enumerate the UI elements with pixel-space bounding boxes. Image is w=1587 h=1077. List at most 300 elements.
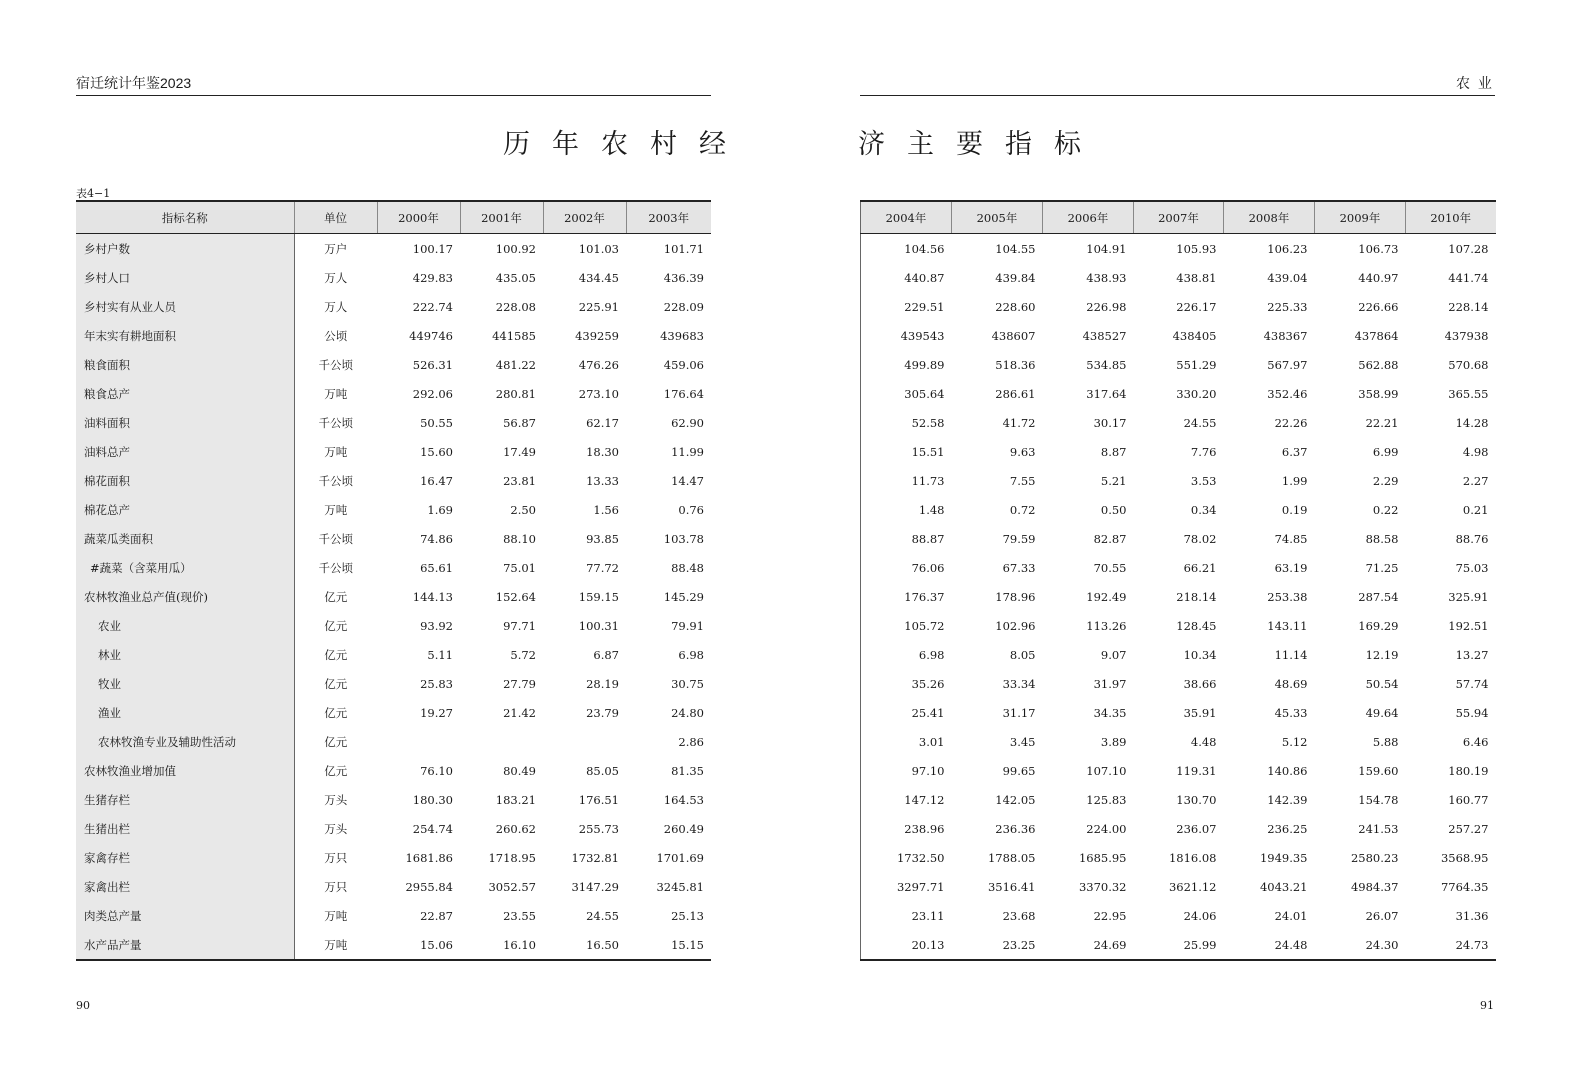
value-cell: 1949.35 [1259, 850, 1308, 865]
table-row [861, 350, 1496, 379]
value-cell: 4984.37 [1350, 879, 1399, 894]
unit-cell: 万头 [294, 814, 377, 843]
value-cell: 534.85 [1086, 357, 1127, 372]
value-cell: 104.91 [1086, 241, 1127, 256]
value-cell: 551.29 [1176, 357, 1217, 372]
value-cell: 33.34 [1002, 676, 1036, 691]
value-cell: 104.55 [995, 241, 1036, 256]
unit-cell: 千公顷 [294, 553, 377, 582]
indicator-name: #蔬菜（含菜用瓜） [76, 553, 294, 582]
value-cell: 352.46 [1267, 386, 1308, 401]
table-row [861, 930, 1496, 960]
left-table [76, 200, 711, 961]
value-cell: 128.45 [1176, 618, 1217, 633]
value-cell: 85.05 [586, 763, 619, 778]
value-cell: 38.66 [1183, 676, 1217, 691]
value-cell: 160.77 [1448, 792, 1489, 807]
value-cell: 76.06 [861, 553, 952, 582]
value-cell: 3.45 [1009, 734, 1036, 749]
value-cell: 15.60 [420, 444, 453, 459]
value-cell: 100.92 [495, 241, 536, 256]
value-cell: 48.69 [1274, 676, 1308, 691]
value-cell: 7.55 [1009, 473, 1036, 488]
unit-cell: 亿元 [294, 611, 377, 640]
value-cell: 2.29 [1372, 473, 1399, 488]
value-cell: 1.69 [427, 502, 453, 517]
indicator-name: 粮食总产 [76, 379, 294, 408]
value-cell: 1701.69 [656, 850, 704, 865]
value-cell: 125.83 [1086, 792, 1127, 807]
table-row [861, 379, 1496, 408]
table-row [76, 756, 711, 785]
value-cell: 1732.81 [571, 850, 619, 865]
value-cell: 12.19 [1365, 647, 1399, 662]
col-name-header: 指标名称 [76, 201, 294, 234]
value-cell: 24.30 [1315, 930, 1406, 960]
value-cell: 104.56 [861, 234, 952, 264]
value-cell: 253.38 [1267, 589, 1308, 604]
value-cell: 25.83 [420, 676, 453, 691]
value-cell: 255.73 [578, 821, 619, 836]
value-cell: 105.72 [861, 611, 952, 640]
value-cell: 102.96 [995, 618, 1036, 633]
value-cell: 236.07 [1176, 821, 1217, 836]
value-cell: 27.79 [503, 676, 536, 691]
table-row [861, 785, 1496, 814]
indicator-name: 乡村人口 [76, 263, 294, 292]
table-row [861, 234, 1496, 264]
value-cell: 93.92 [420, 618, 453, 633]
value-cell: 34.35 [1093, 705, 1127, 720]
value-cell [543, 727, 626, 756]
value-cell: 435.05 [495, 270, 536, 285]
value-cell: 441.74 [1448, 270, 1489, 285]
value-cell: 0.72 [1009, 502, 1036, 517]
value-cell: 1685.95 [1078, 850, 1127, 865]
value-cell: 24.06 [1183, 908, 1217, 923]
table-row [861, 553, 1496, 582]
table-row [76, 524, 711, 553]
indicator-name: 生猪出栏 [76, 814, 294, 843]
table-row [76, 350, 711, 379]
table-row [76, 408, 711, 437]
value-cell: 17.49 [503, 444, 536, 459]
table-row [76, 495, 711, 524]
value-cell: 4.48 [1190, 734, 1217, 749]
value-cell: 20.13 [861, 930, 952, 960]
value-cell: 142.39 [1267, 792, 1308, 807]
value-cell: 77.72 [586, 560, 619, 575]
value-cell: 75.03 [1455, 560, 1489, 575]
value-cell: 438.93 [1086, 270, 1127, 285]
value-cell: 74.86 [420, 531, 453, 546]
value-cell: 25.13 [671, 908, 704, 923]
value-cell: 439259 [575, 328, 619, 343]
value-cell: 1816.08 [1168, 850, 1217, 865]
value-cell: 5.21 [1100, 473, 1127, 488]
unit-cell: 亿元 [294, 640, 377, 669]
value-cell: 0.76 [678, 502, 704, 517]
table-row [861, 872, 1496, 901]
indicator-name: 油料总产 [76, 437, 294, 466]
value-cell: 88.10 [503, 531, 536, 546]
table-row [861, 843, 1496, 872]
unit-cell: 万吨 [294, 437, 377, 466]
table-row [861, 292, 1496, 321]
value-cell: 439.84 [995, 270, 1036, 285]
value-cell: 23.81 [503, 473, 536, 488]
value-cell: 52.58 [861, 408, 952, 437]
chapter-title: 农 业 [1456, 75, 1494, 91]
value-cell: 257.27 [1448, 821, 1489, 836]
value-cell: 154.78 [1358, 792, 1399, 807]
value-cell: 30.75 [671, 676, 704, 691]
value-cell: 439543 [861, 321, 952, 350]
value-cell: 1.99 [1281, 473, 1308, 488]
value-cell: 8.87 [1100, 444, 1127, 459]
indicator-name: 蔬菜瓜类面积 [76, 524, 294, 553]
value-cell: 24.48 [1224, 930, 1315, 960]
value-cell: 0.19 [1281, 502, 1308, 517]
value-cell: 106.23 [1267, 241, 1308, 256]
value-cell: 449746 [409, 328, 453, 343]
table-row [861, 321, 1496, 350]
value-cell: 24.01 [1274, 908, 1308, 923]
value-cell: 0.50 [1100, 502, 1127, 517]
value-cell: 88.48 [671, 560, 704, 575]
value-cell: 5.88 [1372, 734, 1399, 749]
value-cell: 23.25 [952, 930, 1043, 960]
value-cell [460, 727, 543, 756]
value-cell: 499.89 [861, 350, 952, 379]
value-cell: 317.64 [1086, 386, 1127, 401]
value-cell: 325.91 [1448, 589, 1489, 604]
value-cell: 437864 [1354, 328, 1399, 343]
value-cell: 159.15 [578, 589, 619, 604]
value-cell: 35.91 [1183, 705, 1217, 720]
value-cell: 22.87 [420, 908, 453, 923]
value-cell: 62.17 [586, 415, 619, 430]
value-cell: 22.26 [1274, 415, 1308, 430]
value-cell: 22.95 [1093, 908, 1127, 923]
value-cell: 9.63 [1009, 444, 1036, 459]
table-row [76, 640, 711, 669]
value-cell: 236.25 [1267, 821, 1308, 836]
value-cell: 14.28 [1455, 415, 1489, 430]
table-row [76, 814, 711, 843]
value-cell: 6.98 [678, 647, 704, 662]
value-cell: 35.26 [861, 669, 952, 698]
indicator-name: 渔业 [76, 698, 294, 727]
indicator-name: 农林牧渔专业及辅助性活动 [76, 727, 294, 756]
value-cell: 101.03 [578, 241, 619, 256]
header-row [76, 201, 711, 234]
value-cell: 49.64 [1365, 705, 1399, 720]
value-cell: 1.48 [861, 495, 952, 524]
value-cell: 330.20 [1176, 386, 1217, 401]
value-cell: 25.99 [1134, 930, 1224, 960]
table-row [861, 466, 1496, 495]
value-cell: 180.19 [1448, 763, 1489, 778]
value-cell: 144.13 [412, 589, 453, 604]
col-year-header: 2003年 [626, 201, 711, 234]
value-cell: 28.19 [586, 676, 619, 691]
unit-cell: 千公顷 [294, 466, 377, 495]
value-cell: 3370.32 [1078, 879, 1127, 894]
col-year-header: 2007年 [1134, 201, 1224, 234]
value-cell: 71.25 [1365, 560, 1399, 575]
value-cell: 5.11 [427, 647, 453, 662]
unit-cell: 亿元 [294, 669, 377, 698]
value-cell: 439.04 [1267, 270, 1308, 285]
value-cell: 481.22 [495, 357, 536, 372]
table-row [861, 814, 1496, 843]
table-row [76, 611, 711, 640]
value-cell: 7.76 [1190, 444, 1217, 459]
indicator-name: 生猪存栏 [76, 785, 294, 814]
table-row [76, 785, 711, 814]
value-cell: 142.05 [995, 792, 1036, 807]
value-cell: 75.01 [503, 560, 536, 575]
unit-cell: 亿元 [294, 698, 377, 727]
value-cell: 254.74 [412, 821, 453, 836]
table-row [861, 727, 1496, 756]
table-row [861, 640, 1496, 669]
value-cell: 50.54 [1365, 676, 1399, 691]
col-year-header: 2006年 [1043, 201, 1134, 234]
value-cell: 305.64 [861, 379, 952, 408]
value-cell: 6.99 [1372, 444, 1399, 459]
value-cell: 192.49 [1086, 589, 1127, 604]
value-cell: 25.41 [861, 698, 952, 727]
value-cell: 476.26 [578, 357, 619, 372]
value-cell: 140.86 [1267, 763, 1308, 778]
value-cell: 23.79 [586, 705, 619, 720]
value-cell: 169.29 [1358, 618, 1399, 633]
value-cell: 80.49 [503, 763, 536, 778]
unit-cell: 万人 [294, 263, 377, 292]
value-cell: 143.11 [1267, 618, 1308, 633]
value-cell: 192.51 [1448, 618, 1489, 633]
value-cell: 441585 [492, 328, 536, 343]
left-header-rule [76, 95, 711, 96]
table-row [76, 698, 711, 727]
value-cell: 1718.95 [488, 850, 536, 865]
value-cell: 180.30 [412, 792, 453, 807]
value-cell: 3.89 [1100, 734, 1127, 749]
value-cell: 23.11 [861, 901, 952, 930]
table-row [861, 437, 1496, 466]
value-cell: 16.10 [460, 930, 543, 960]
table-row [861, 611, 1496, 640]
value-cell: 30.17 [1093, 415, 1127, 430]
col-year-header: 2000年 [377, 201, 460, 234]
indicator-name: 棉花面积 [76, 466, 294, 495]
unit-cell: 亿元 [294, 582, 377, 611]
value-cell: 292.06 [412, 386, 453, 401]
unit-cell: 万头 [294, 785, 377, 814]
value-cell [377, 727, 460, 756]
indicator-name: 粮食面积 [76, 350, 294, 379]
value-cell: 3568.95 [1440, 850, 1489, 865]
unit-cell: 千公顷 [294, 524, 377, 553]
unit-cell: 万吨 [294, 930, 377, 960]
value-cell: 113.26 [1086, 618, 1127, 633]
table-row [76, 727, 711, 756]
table-row [76, 263, 711, 292]
table-row [76, 582, 711, 611]
table-row [76, 930, 711, 960]
table-title-left: 历年农村经 [503, 129, 748, 160]
header-row [861, 201, 1496, 234]
indicator-name: 乡村户数 [76, 234, 294, 264]
table-row [76, 843, 711, 872]
value-cell: 228.60 [995, 299, 1036, 314]
value-cell: 280.81 [495, 386, 536, 401]
value-cell: 130.70 [1176, 792, 1217, 807]
value-cell: 260.49 [663, 821, 704, 836]
value-cell: 228.09 [663, 299, 704, 314]
value-cell: 105.93 [1176, 241, 1217, 256]
indicator-name: 家禽存栏 [76, 843, 294, 872]
unit-cell: 万只 [294, 843, 377, 872]
unit-cell: 亿元 [294, 727, 377, 756]
value-cell: 228.14 [1448, 299, 1489, 314]
value-cell: 88.76 [1455, 531, 1489, 546]
value-cell: 159.60 [1358, 763, 1399, 778]
value-cell: 6.98 [861, 640, 952, 669]
value-cell: 222.74 [412, 299, 453, 314]
indicator-name: 肉类总产量 [76, 901, 294, 930]
value-cell: 286.61 [995, 386, 1036, 401]
value-cell: 176.64 [663, 386, 704, 401]
value-cell: 3.53 [1190, 473, 1217, 488]
unit-cell: 万人 [294, 292, 377, 321]
value-cell: 57.74 [1455, 676, 1489, 691]
value-cell: 13.27 [1455, 647, 1489, 662]
value-cell: 218.14 [1176, 589, 1217, 604]
table-row [76, 379, 711, 408]
value-cell: 2.50 [510, 502, 536, 517]
value-cell: 3621.12 [1168, 879, 1217, 894]
value-cell: 11.99 [671, 444, 704, 459]
value-cell: 79.91 [671, 618, 704, 633]
table-row [76, 321, 711, 350]
value-cell: 438.81 [1176, 270, 1217, 285]
indicator-name: 棉花总产 [76, 495, 294, 524]
indicator-name: 农业 [76, 611, 294, 640]
value-cell: 228.08 [495, 299, 536, 314]
table-number: 表4−1 [76, 187, 111, 200]
value-cell: 440.97 [1358, 270, 1399, 285]
unit-cell: 万吨 [294, 901, 377, 930]
value-cell: 18.30 [586, 444, 619, 459]
value-cell: 438527 [1082, 328, 1127, 343]
unit-cell: 万吨 [294, 379, 377, 408]
value-cell: 97.71 [503, 618, 536, 633]
table-row [861, 756, 1496, 785]
table-row [76, 901, 711, 930]
value-cell: 62.90 [671, 415, 704, 430]
value-cell: 23.55 [503, 908, 536, 923]
col-year-header: 2004年 [861, 201, 952, 234]
value-cell: 176.37 [861, 582, 952, 611]
value-cell: 0.34 [1190, 502, 1217, 517]
value-cell: 178.96 [995, 589, 1036, 604]
value-cell: 434.45 [578, 270, 619, 285]
value-cell: 100.31 [578, 618, 619, 633]
value-cell: 229.51 [861, 292, 952, 321]
value-cell: 238.96 [861, 814, 952, 843]
value-cell: 437938 [1444, 328, 1489, 343]
value-cell: 106.73 [1358, 241, 1399, 256]
indicator-name: 牧业 [76, 669, 294, 698]
value-cell: 9.07 [1100, 647, 1127, 662]
value-cell: 70.55 [1093, 560, 1127, 575]
value-cell: 45.33 [1274, 705, 1308, 720]
value-cell: 438607 [991, 328, 1036, 343]
value-cell: 225.91 [578, 299, 619, 314]
value-cell: 16.50 [543, 930, 626, 960]
value-cell: 1681.86 [405, 850, 453, 865]
value-cell: 13.33 [586, 473, 619, 488]
value-cell: 26.07 [1365, 908, 1399, 923]
value-cell: 21.42 [503, 705, 536, 720]
value-cell: 4.98 [1462, 444, 1489, 459]
indicator-name: 家禽出栏 [76, 872, 294, 901]
value-cell: 567.97 [1267, 357, 1308, 372]
right-header-rule [860, 95, 1495, 96]
value-cell: 0.21 [1462, 502, 1489, 517]
value-cell: 459.06 [663, 357, 704, 372]
value-cell: 6.46 [1462, 734, 1489, 749]
table-row [76, 437, 711, 466]
value-cell: 119.31 [1176, 763, 1217, 778]
table-row [76, 669, 711, 698]
value-cell: 97.10 [861, 756, 952, 785]
value-cell: 241.53 [1358, 821, 1399, 836]
value-cell: 15.15 [626, 930, 711, 960]
value-cell: 226.66 [1358, 299, 1399, 314]
table-row [861, 495, 1496, 524]
value-cell: 1.56 [593, 502, 619, 517]
value-cell: 183.21 [495, 792, 536, 807]
value-cell: 23.68 [1002, 908, 1036, 923]
value-cell: 438367 [1263, 328, 1308, 343]
value-cell: 11.14 [1274, 647, 1308, 662]
value-cell: 147.12 [861, 785, 952, 814]
value-cell: 88.58 [1365, 531, 1399, 546]
unit-cell: 公顷 [294, 321, 377, 350]
value-cell: 3245.81 [656, 879, 704, 894]
value-cell: 226.98 [1086, 299, 1127, 314]
value-cell: 22.21 [1365, 415, 1399, 430]
value-cell: 24.55 [1183, 415, 1217, 430]
table-row [861, 524, 1496, 553]
value-cell: 24.73 [1406, 930, 1496, 960]
table-row [76, 234, 711, 264]
value-cell: 15.06 [377, 930, 460, 960]
value-cell: 1732.50 [861, 843, 952, 872]
page-number-left: 90 [76, 999, 90, 1012]
value-cell: 101.71 [663, 241, 704, 256]
value-cell: 15.51 [861, 437, 952, 466]
table-row [861, 582, 1496, 611]
value-cell: 24.69 [1043, 930, 1134, 960]
value-cell: 93.85 [586, 531, 619, 546]
col-year-header: 2005年 [952, 201, 1043, 234]
value-cell: 107.28 [1448, 241, 1489, 256]
